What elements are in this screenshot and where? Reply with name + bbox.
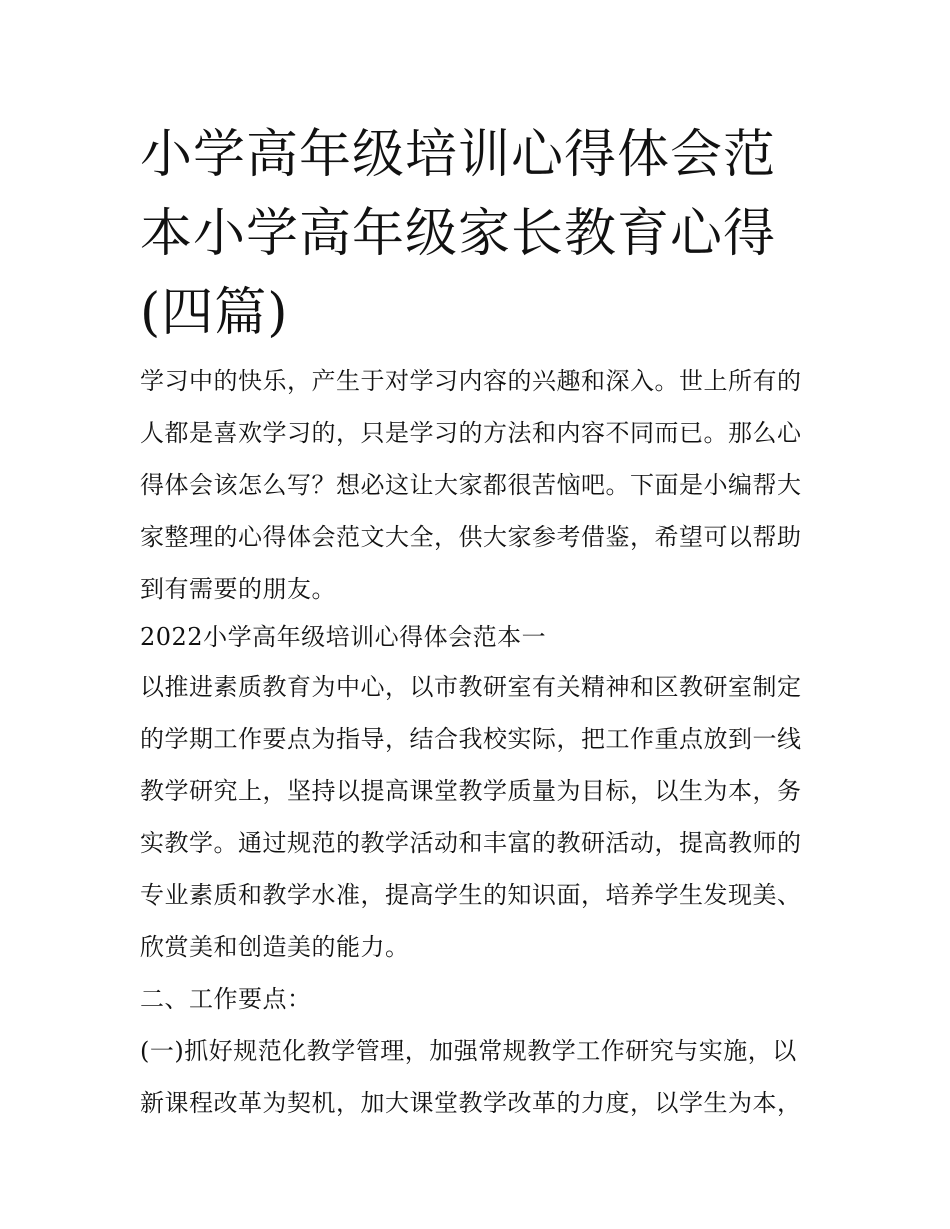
body-paragraph: 以推进素质教育为中心，以市教研室有关精神和区教研室制定的学期工作要点为指导，结合我校实际，把工作重点放到一线教学研究上，坚持以提高课堂教学质量为目标，以生为本，务实教学。通过规范的教学活动和丰富的教研活动，提高教师的专业素质和教学水准，提高学生的知识面，培养学生发现美、欣赏美和创造美的能力。 <box>140 673 802 961</box>
section-heading: 2022小学高年级培训心得体会范本一 <box>140 623 547 651</box>
intro-paragraph: 学习中的快乐，产生于对学习内容的兴趣和深入。世上所有的人都是喜欢学习的，只是学习的方法和内容不同而已。那么心得体会该怎么写？想必这让大家都很苦恼吧。下面是小编帮大家整理的心得体会范文大全，供大家参考借鉴，希望可以帮助到有需要的朋友。 <box>140 367 802 603</box>
document-body <box>140 355 820 1129</box>
body-paragraph: (一)抓好规范化教学管理，加强常规教学工作研究与实施，以新课程改革为契机，加大课堂教学改革的力度，以学生为本， <box>140 1037 802 1117</box>
subsection-heading: 二、工作要点： <box>140 985 312 1013</box>
document-title: 小学高年级培训心得体会范本小学高年级家长教育心得(四篇) <box>140 125 777 343</box>
